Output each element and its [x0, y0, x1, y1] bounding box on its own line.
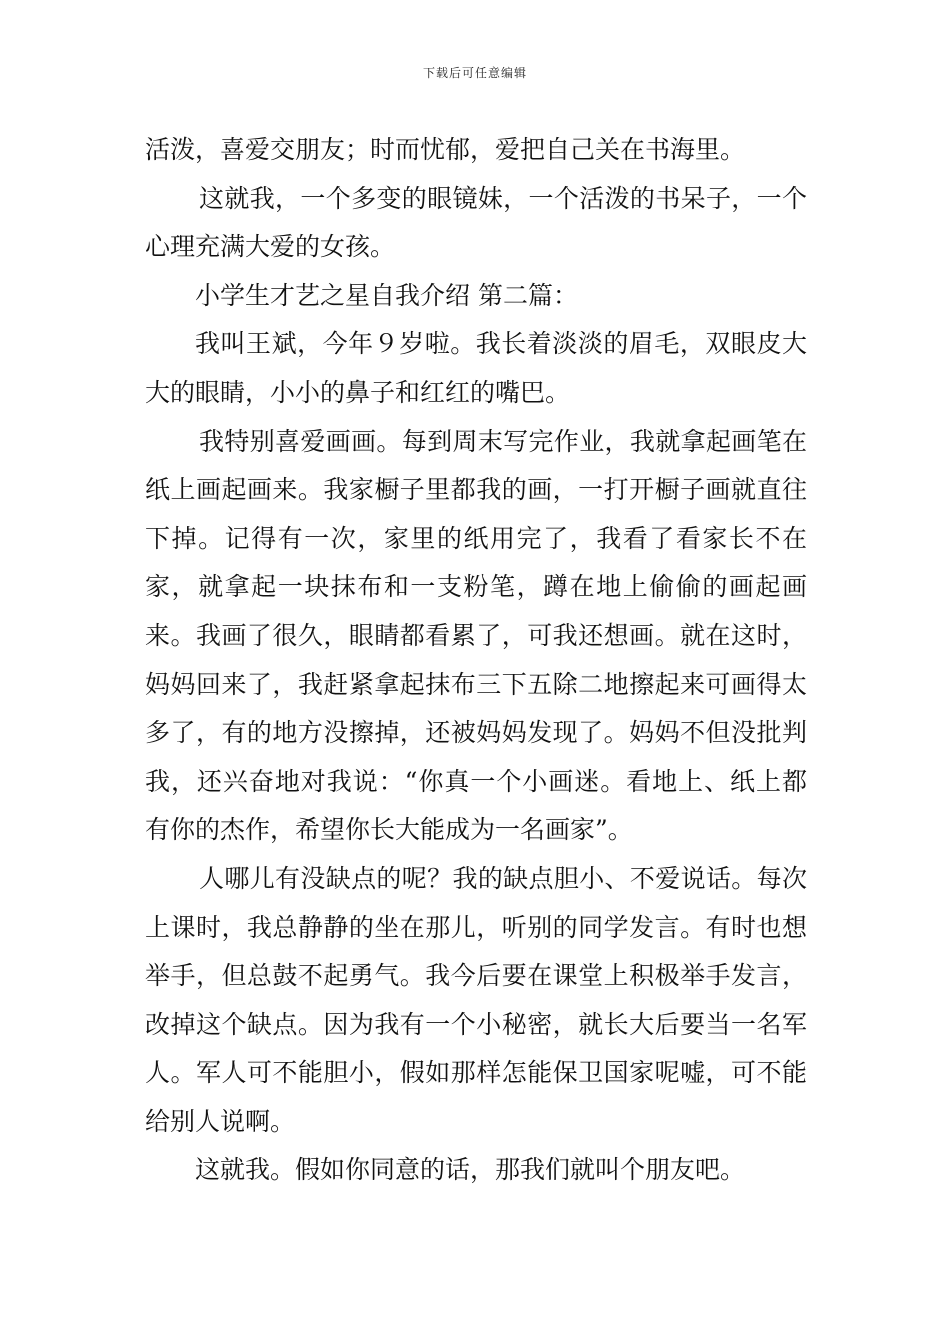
paragraph-4: 我特别喜爱画画。每到周末写完作业，我就拿起画笔在纸上画起画来。我家橱子里都我的画，一打开橱子画就直往下掉。记得有一次，家里的纸用完了，我看了看家长不在家，就拿起一块抹布和一支粉笔，蹲在地上偷偷的画起画来。我画了很久，眼睛都看累了，可我还想画。就在这时，妈妈回来了，我赶紧拿起抹布三下五除二地擦起来可画得太多了，有的地方没擦掉，还被妈妈发现了。妈妈不但没批判我，还兴奋地对我说：“你真一个小画迷。看地上、纸上都有你的杰作，希望你长大能成为一名画家”。 [145, 426, 807, 845]
document-body [145, 126, 807, 1195]
section-heading: 小学生才艺之星自我介绍 第二篇： [195, 280, 578, 310]
paragraph-5: 人哪儿有没缺点的呢？我的缺点胆小、不爱说话。每次上课时，我总静静的坐在那儿，听别的同学发言。有时也想举手，但总鼓不起勇气。我今后要在课堂上积极举手发言，改掉这个缺点。因为我有一个小秘密，就长大后要当一名军人。军人可不能胆小，假如那样怎能保卫国家呢嘘，可不能给别人说啊。 [145, 863, 807, 1136]
paragraph-2: 这就我，一个多变的眼镜妹，一个活泼的书呆子，一个心理充满大爱的女孩。 [145, 183, 807, 262]
paragraph-1: 活泼，喜爱交朋友；时而忧郁，爱把自己关在书海里。 [145, 135, 746, 164]
paragraph-3: 我叫王斌，今年９岁啦。我长着淡淡的眉毛，双眼皮大大的眼睛，小小的鼻子和红红的嘴巴。 [145, 329, 807, 407]
page-header: 下载后可任意编辑 [422, 66, 527, 80]
paragraph-6: 这就我。假如你同意的话，那我们就叫个朋友吧。 [195, 1155, 746, 1185]
